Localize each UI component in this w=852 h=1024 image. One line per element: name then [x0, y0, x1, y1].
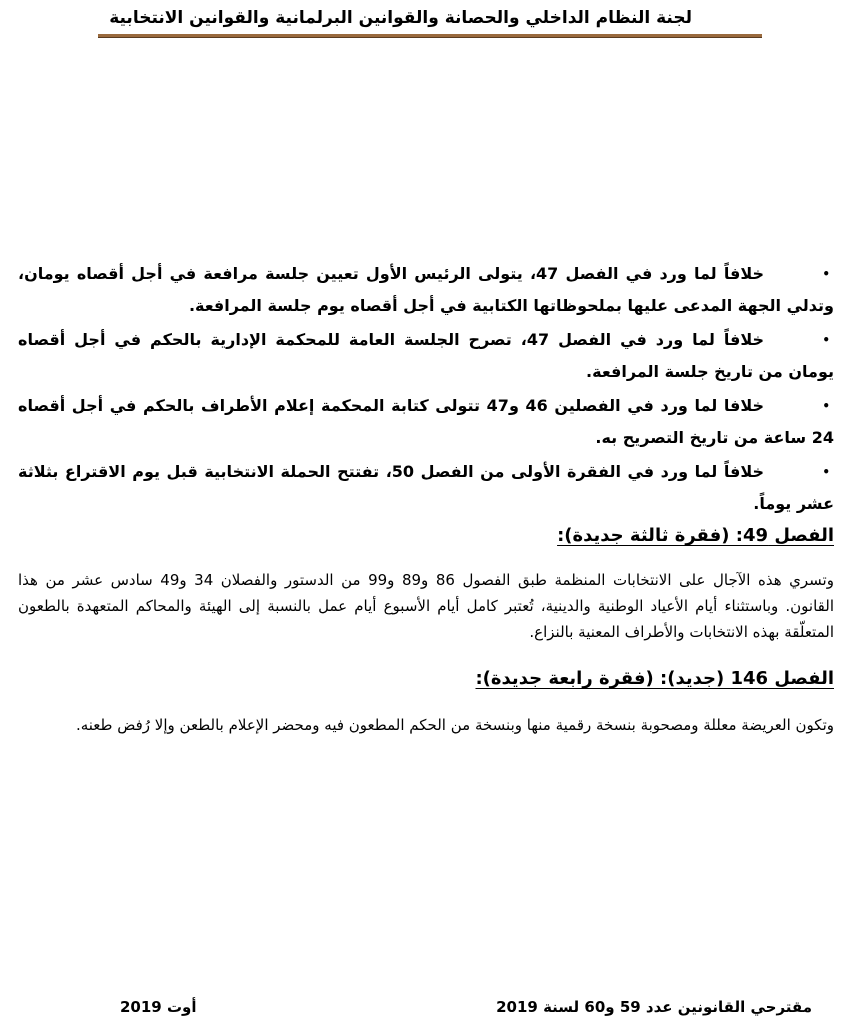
bullet-item	[18, 390, 834, 454]
bullet-text: خلافا لما ورد في الفصلين 46 و47 تتولى كتابة المحكمة إعلام الأطراف بالحكم في أجل أقصاه 24 ساعة من تاريخ التصريح به.	[18, 396, 834, 447]
bullet-item	[18, 324, 834, 388]
footer-reference: مقترحي القانونين عدد 59 و60 لسنة 2019	[496, 998, 812, 1016]
bullet-list	[18, 258, 834, 522]
page-header-title: لجنة النظام الداخلي والحصانة والقوانين البرلمانية والقوانين الانتخابية	[109, 8, 692, 28]
section-heading-article-146: الفصل 146 (جديد): (فقرة رابعة جديدة):	[475, 668, 834, 689]
bullet-marker: •	[822, 267, 830, 281]
bullet-text: خلافاً لما ورد في الفصل 47، تصرح الجلسة العامة للمحكمة الإدارية بالحكم في أجل أقصاه يومان من تاريخ جلسة المرافعة.	[18, 330, 834, 381]
bullet-item	[18, 258, 834, 322]
bullet-item	[18, 456, 834, 520]
section-heading-article-49: الفصل 49: (فقرة ثالثة جديدة):	[557, 525, 834, 546]
footer-date: أوت 2019	[120, 998, 197, 1016]
header-divider	[98, 34, 762, 38]
bullet-marker: •	[822, 465, 830, 479]
section-body-article-49: وتسري هذه الآجال على الانتخابات المنظمة طبق الفصول 86 و89 و99 من الدستور والفصلان 34 و49 سادس عشر من هذا القانون. وباستثناء أيام الأعياد الوطنية والدينية، تُعتبر كامل أيام الأسبوع أيام عمل بالنسبة إلى الهيئة والمحاكم المتعهدة بالطعون المتعلّقة بهذه الانتخابات والأطراف المعنية بالنزاع.	[18, 571, 834, 641]
bullet-marker: •	[822, 399, 830, 413]
bullet-text: خلافاً لما ورد في الفقرة الأولى من الفصل 50، تفتتح الحملة الانتخابية قبل يوم الاقتراع بثلاثة عشر يوماً.	[18, 462, 834, 513]
bullet-marker: •	[822, 333, 830, 347]
bullet-text: خلافاً لما ورد في الفصل 47، يتولى الرئيس الأول تعيين جلسة مرافعة في أجل أقصاه يومان، وتدلي الجهة المدعى عليها بملحوظاتها الكتابية في أجل أقصاه يوم جلسة المرافعة.	[18, 264, 834, 315]
section-body-article-146: وتكون العريضة معللة ومصحوبة بنسخة رقمية منها وبنسخة من الحكم المطعون فيه ومحضر الإعلام بالطعن وإلا رُفض طعنه.	[75, 716, 834, 734]
